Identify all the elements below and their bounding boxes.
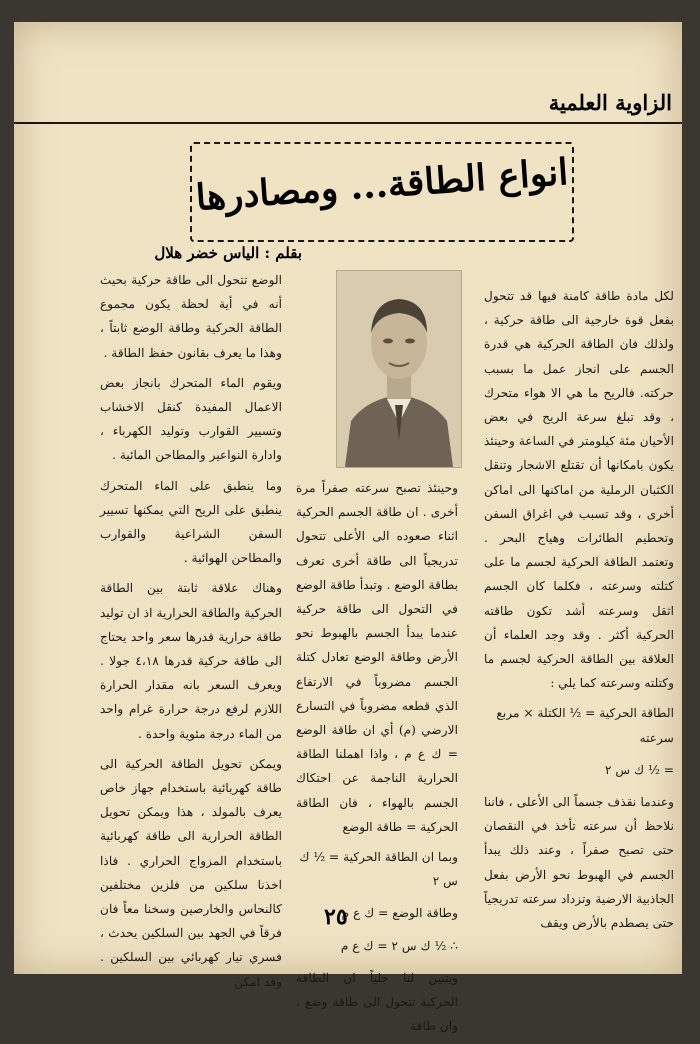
- magazine-page: [14, 22, 682, 1034]
- left-column: [100, 268, 282, 1000]
- paragraph: لكل مادة طاقة كامنة فيها قد تتحول بفعل قوة خارجية الى طاقة حركية ، ولذلك فان الطاقة الحركية هي قدرة الجسم على انجاز عمل ما بسبب حركته. فالريح ما هي الا هواء متحرك ، وقد تبلغ سرعة الريح في بعض الأحيان مئة كيلومتر في الساعة وحينئذ يكون بامكانها أن تقتلع الاشجار وتنقل الكثبان الرملية من اماكنها الى اماكن أخرى ، وقد تسبب في اغراق السفن وتحطيم الطائرات وهياج البحر . وتعتمد الطاقة الحركية لجسم ما على كتلته وسرعته ، فكلما كان الجسم اثقل وسرعته أشد تكون طاقته الحركية أكثر . وقد وجد العلماء أن العلاقة بين الطاقة الحركية لجسم ما وكتلته وسرعته كما يلي :: [484, 289, 674, 691]
- paragraph: ويقوم الماء المتحرك بانجاز بعض الاعمال المفيدة كنقل الاخشاب وتسيير القوارب وتوليد الكهرباء ، وادارة النواعير والمطاحن المائية .: [100, 375, 282, 463]
- middle-column: [296, 476, 458, 1044]
- section-divider: [14, 122, 682, 124]
- paragraph: ويتبين لنا جلياً ان الطاقة الحركية تتحول الى طاقة وضع ، وان طاقة: [296, 970, 458, 1034]
- paragraph: ويمكن تحويل الطاقة الحركية الى طاقة كهربائية باستخدام جهاز خاص يعرف بالمولد ، هذا ويمكن تحويل الطاقة الحرارية الى طاقة كهربائية باستخدام المزواج الحراري . فاذا اخذنا سلكين من فلزين مختلفين كالنحاس والخارصين وسخنا معاً فان فرقاً في الجهد بين السلكين يحدث ، فسري تيار كهربائي بين السلكين . وقد امكن: [100, 756, 282, 989]
- paragraph: وما ينطبق على الماء المتحرك ينطبق على الريح التي يمكنها تسيير السفن الشراعية والقوارب والمطاحن الهوائية .: [100, 478, 282, 566]
- section-title: الزاوية العلمية: [548, 90, 672, 115]
- right-column: [484, 284, 674, 941]
- paragraph: وحينئذ تصبح سرعته صفراً مرة أخرى . ان طاقة الجسم الحركية اثناء صعوده الى الأعلى تتحول تدريجياً الى طاقة أخرى تعرف بطاقة الوضع . وتبدأ طاقة الوضع في التحول الى طاقة حركية عندما يبدأ الجسم بالهبوط نحو الأرض وطاقة الوضع تعادل كتلة الجسم مضروباً في الارتفاع الذي قطعه مضروباً في التسارع الارضي (م) أي ان طاقة الوضع = ك ع م ، واذا اهملنا الطاقة الحرارية الناجمة عن احتكاك الجسم بالهواء ، فان الطاقة الحركية = طاقة الوضع: [296, 481, 458, 834]
- headline-frame: [190, 142, 574, 242]
- formula-kinetic-equation: وبما ان الطاقة الحركية = ½ ك س ٢: [299, 850, 458, 889]
- formula-kinetic-short: = ½ ك س ٢: [605, 762, 674, 777]
- paragraph: الوضع تتحول الى طاقة حركية بحيث أنه في أية لحظة يكون مجموع الطاقة الحركية وطاقة الوضع ثابتاً ، وهذا ما يعرف بقانون حفظ الطاقة .: [100, 273, 282, 360]
- paragraph: وهناك علاقة ثابتة بين الطاقة الحركية والطاقة الحرارية اذ ان توليد طاقة حرارية قدرها سعر واحد يحتاج الى طاقة حركية قدرها ٤،١٨ جولا . ويعرف السعر بانه مقدار الحرارة اللازم لرفع درجة حرارة غرام واحد من الماء درجة مئوية واحدة .: [100, 581, 282, 741]
- article-byline: بقلم : الياس خضر هلال: [154, 244, 302, 262]
- article-headline: انواع الطاقة... ومصادرها: [194, 151, 570, 219]
- portrait-image: [337, 271, 461, 467]
- formula-kinetic: الطاقة الحركية = ½ الكتلة × مربع سرعته: [496, 706, 674, 745]
- formula-conservation: ∴ ½ ك س ٢ = ك ع م: [340, 938, 458, 953]
- author-portrait: [336, 270, 462, 468]
- page-number: ٢٥: [324, 904, 348, 930]
- formula-potential-equation: وطاقة الوضع = ك ع م: [341, 906, 458, 921]
- paragraph: وعندما نقذف جسماً الى الأعلى ، فاننا نلاحظ أن سرعته تأخذ في النقصان حتى تصبح صفراً ، وعند ذلك يبدأ الجسم في الهبوط نحو الأرض بفعل الجاذبية الارضية وتزداد سرعته تدريجياً حتى يصطدم بالأرض ويقف: [484, 795, 674, 931]
